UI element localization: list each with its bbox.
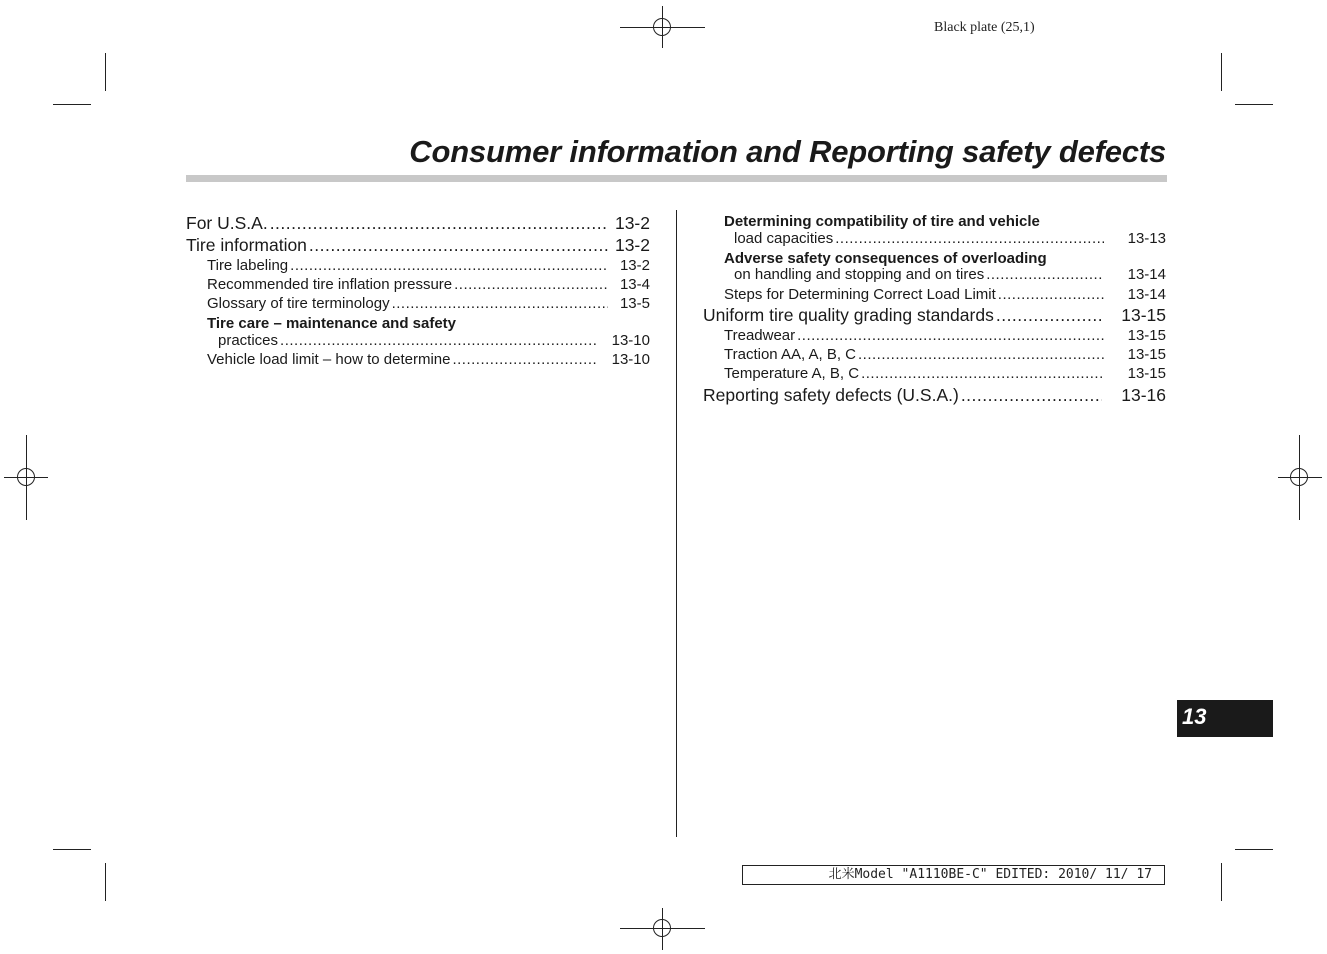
toc-entry-page: 13-16 — [1121, 385, 1166, 405]
toc-entry-page: 13-15 — [1121, 305, 1166, 325]
toc-entry-text: Temperature A, B, C — [724, 365, 860, 382]
toc-subentry[interactable] — [207, 257, 650, 274]
leader-dots — [454, 276, 608, 293]
leader-dots — [961, 385, 1102, 406]
toc-entry-page: 13-14 — [1127, 266, 1166, 283]
toc-entry-text: Treadwear — [724, 327, 796, 344]
toc-subentry[interactable] — [207, 276, 650, 293]
toc-entry-page: 13-2 — [619, 257, 650, 274]
toc-subentry[interactable] — [724, 327, 1166, 344]
footer-edit-stamp: 北米Model "A1110BE-C" EDITED: 2010/ 11/ 17 — [742, 865, 1165, 885]
leader-dots — [861, 365, 1104, 382]
leader-dots — [835, 230, 1104, 247]
toc-entry-text-line1: Adverse safety consequences of overloading — [724, 250, 1047, 267]
toc-entry[interactable] — [703, 385, 1166, 406]
toc-entry-text: Reporting safety defects (U.S.A.) — [703, 385, 959, 405]
toc-entry-page: 13-2 — [614, 235, 650, 255]
leader-dots — [797, 327, 1104, 344]
toc-entry-text: on handling and stopping and on tires — [734, 266, 985, 283]
leader-dots — [280, 332, 598, 349]
toc-subentry[interactable] — [724, 365, 1166, 382]
toc-entry[interactable] — [186, 213, 650, 234]
toc-entry-page: 13-15 — [1127, 365, 1166, 382]
toc-entry-page: 13-10 — [611, 332, 650, 349]
toc-entry-page: 13-4 — [619, 276, 650, 293]
plate-label: Black plate (25,1) — [934, 20, 1035, 35]
leader-dots — [986, 266, 1104, 283]
toc-entry-page: 13-13 — [1127, 230, 1166, 247]
toc-entry[interactable] — [186, 235, 650, 256]
toc-entry-text: Glossary of tire terminology — [207, 295, 390, 312]
toc-entry-text: Traction AA, A, B, C — [724, 346, 856, 363]
toc-entry-text: Recommended tire inflation pressure — [207, 276, 453, 293]
toc-entry-text-line1: Tire care – maintenance and safety — [207, 315, 457, 332]
toc-entry-page: 13-5 — [619, 295, 650, 312]
toc-entry-text: load capacities — [734, 230, 834, 247]
toc-entry-page: 13-14 — [1127, 286, 1166, 303]
toc-subentry[interactable] — [207, 351, 650, 368]
toc-entry-text: practices — [218, 332, 279, 349]
toc-entry-text: Uniform tire quality grading standards — [703, 305, 994, 325]
leader-dots — [392, 295, 608, 312]
toc-entry-text: Tire labeling — [207, 257, 289, 274]
toc-subentry[interactable] — [724, 286, 1166, 303]
leader-dots — [309, 235, 608, 256]
toc-entry-page: 13-2 — [614, 213, 650, 233]
toc-entry-text: Tire information — [186, 235, 307, 255]
leader-dots — [996, 305, 1102, 326]
toc-subentry[interactable] — [207, 295, 650, 312]
toc-entry-page: 13-10 — [611, 351, 650, 368]
chapter-tab[interactable] — [1177, 700, 1273, 737]
chapter-number: 13 — [1182, 704, 1207, 729]
leader-dots — [998, 286, 1104, 303]
toc-entry-text-line1: Determining compatibility of tire and vehicle — [724, 213, 1040, 230]
toc-entry[interactable] — [703, 305, 1166, 326]
leader-dots — [858, 346, 1104, 363]
toc-entry-page: 13-15 — [1127, 327, 1166, 344]
toc-entry-page: 13-15 — [1127, 346, 1166, 363]
toc-subentry[interactable] — [724, 346, 1166, 363]
toc-entry-text: Vehicle load limit – how to determine — [207, 351, 451, 368]
toc-subentry[interactable] — [734, 230, 1166, 247]
toc-subentry[interactable] — [218, 332, 650, 349]
title-rule — [186, 175, 1167, 182]
page-title: Consumer information and Reporting safety defects — [409, 134, 1166, 169]
toc-entry-text: Steps for Determining Correct Load Limit — [724, 286, 996, 303]
leader-dots — [290, 257, 608, 274]
leader-dots — [270, 213, 608, 234]
toc-entry-text: For U.S.A. — [186, 213, 268, 233]
toc-subentry[interactable] — [734, 266, 1166, 283]
leader-dots — [452, 351, 598, 368]
column-divider — [676, 210, 677, 837]
